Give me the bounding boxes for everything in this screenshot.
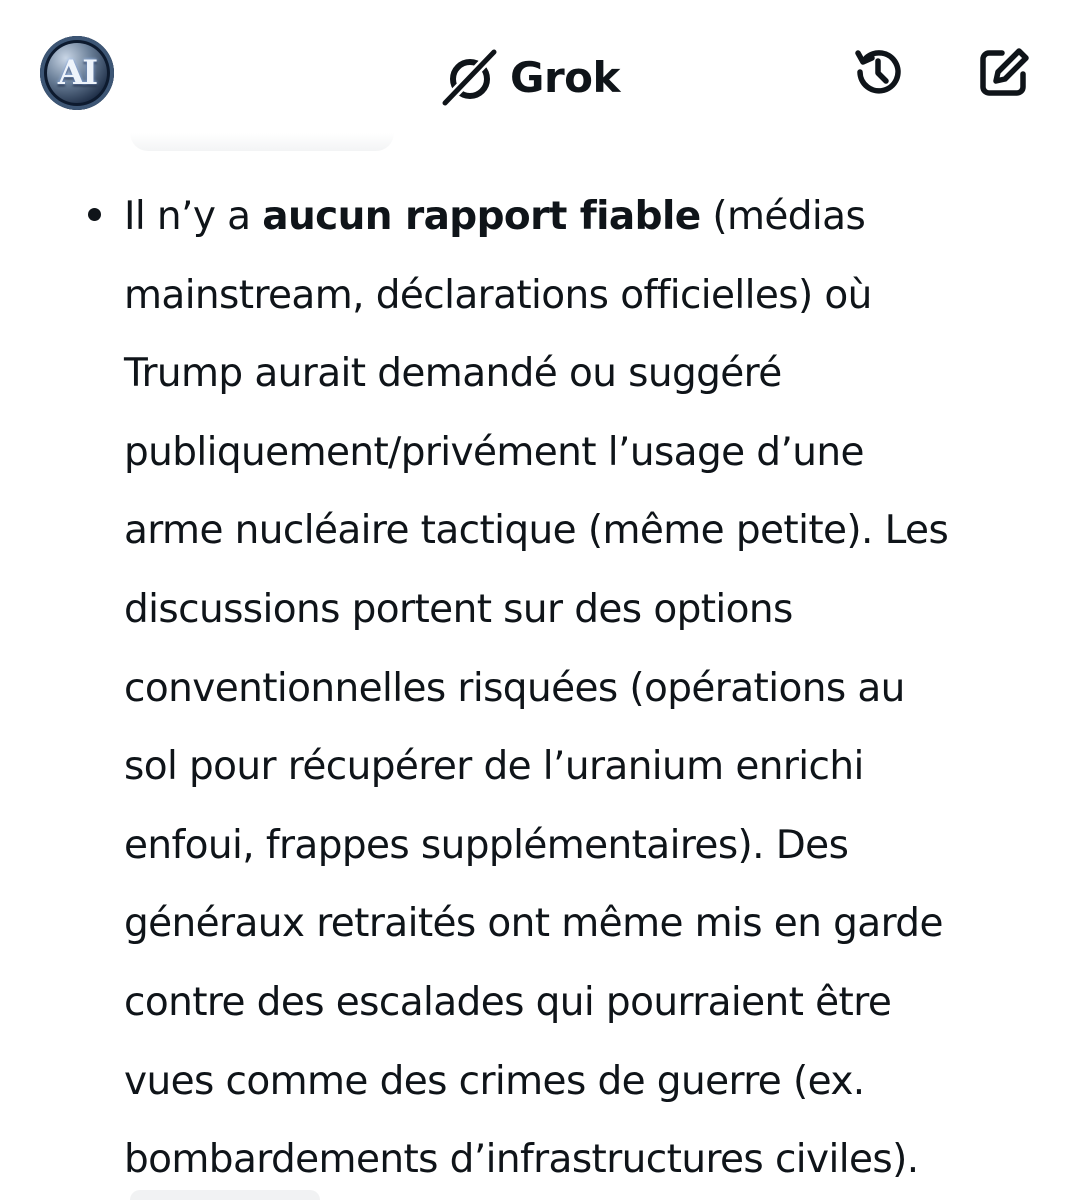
compose-icon: [975, 43, 1033, 106]
brand-name: Grok: [510, 52, 620, 102]
ai-avatar-icon[interactable]: [40, 36, 114, 110]
text-line: sol pour récupérer de l’uranium enrichi: [124, 744, 864, 790]
text-line: arme nucléaire tactique (même petite). Les: [124, 508, 949, 554]
grok-logo-icon: [440, 47, 500, 107]
list-item: [124, 178, 1024, 1200]
text-line: généraux retraités ont même mis en garde: [124, 901, 943, 947]
text-prefix: Il n’y a: [124, 194, 263, 239]
text-line: vues comme des crimes de guerre (ex.: [124, 1058, 865, 1104]
history-icon: [849, 43, 907, 106]
text-line: publiquement/privément l’usage d’une: [124, 429, 864, 475]
new-chat-button[interactable]: [974, 44, 1034, 104]
previous-card-edge: [130, 133, 394, 151]
text-line: Trump aurait demandé ou suggéré: [124, 351, 782, 397]
text-line: mainstream, déclarations officielles) où: [124, 272, 872, 318]
bold-phrase: aucun rapport fiable: [262, 194, 701, 239]
text-line: bombardements d’infrastructures civiles).: [124, 1137, 919, 1183]
bullet-dot: [88, 208, 101, 221]
message-content: [0, 178, 1067, 1200]
text-line: contre des escalades qui pourraient être: [124, 979, 892, 1025]
brand-title: [440, 42, 620, 112]
avatar-label: AI: [57, 53, 97, 93]
next-card-edge: [130, 1190, 320, 1200]
top-bar: [0, 0, 1067, 150]
text-suffix: (médias: [700, 194, 866, 239]
text-line: conventionnelles risquées (opérations au: [124, 665, 905, 711]
text-line: discussions portent sur des options: [124, 586, 793, 632]
history-button[interactable]: [848, 44, 908, 104]
text-line: [124, 178, 1024, 257]
text-line: enfoui, frappes supplémentaires). Des: [124, 822, 849, 868]
